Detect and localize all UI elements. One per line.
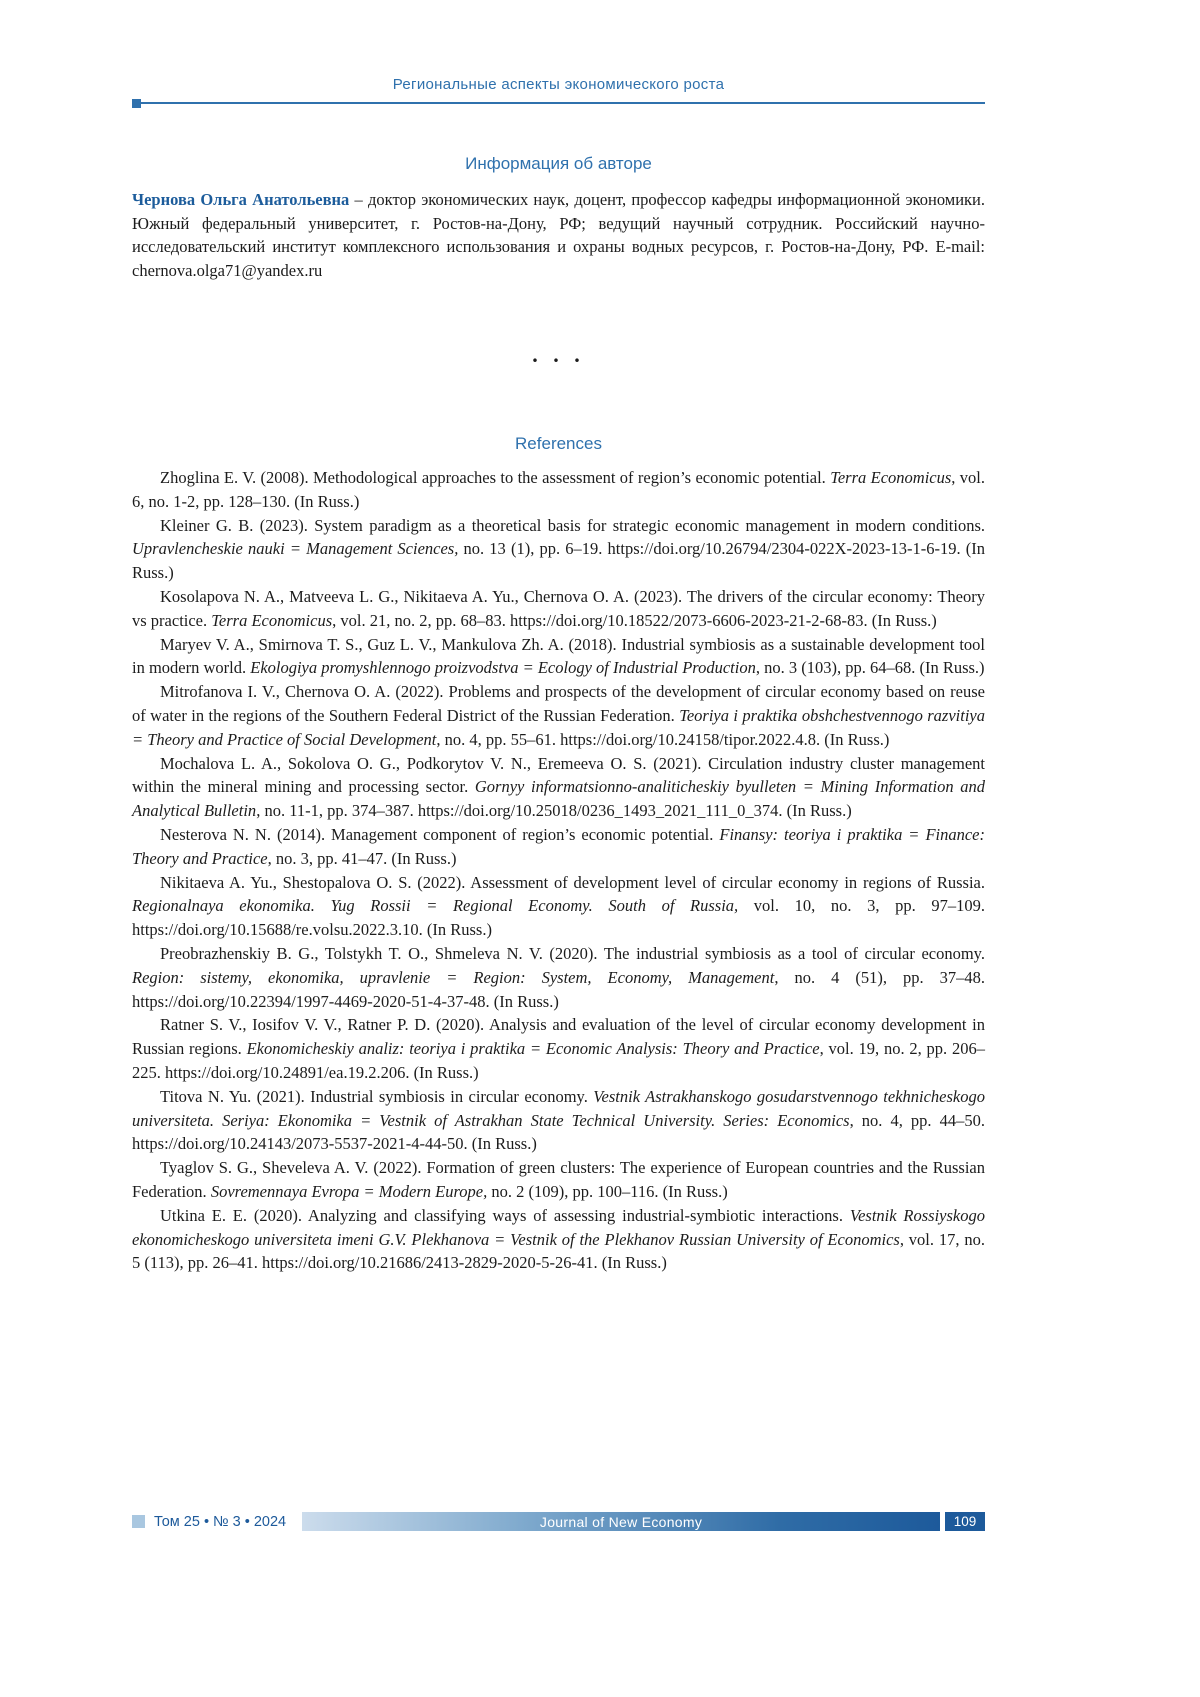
- reference-item: [132, 942, 985, 1013]
- author-info-heading: Информация об авторе: [465, 154, 652, 173]
- reference-text: Kleiner G. B. (2023). System paradigm as a theoretical basis for strategic economic management in modern conditions.: [160, 515, 985, 535]
- reference-text: Tyaglov S. G., Sheveleva A. V. (2022). Formation of green clusters: The experience of European countries and the Russian Federation.: [132, 1158, 985, 1201]
- page-content: [132, 0, 985, 1275]
- reference-source-title: Vestnik Astrakhanskogo gosudarstvennogo tekhnicheskogo universiteta. Seriya: Ekonomika = Vestnik of Astrakhan State Technical University. Series: Economics: [132, 1086, 986, 1130]
- reference-text: , no. 4 (51), pp. 37–48. https://doi.org/10.22394/1997-4469-2020-51-4-37-48. (In Russ.): [132, 967, 985, 1011]
- footer-journal-title: Journal of New Economy: [539, 1513, 703, 1530]
- reference-text: Utkina E. E. (2020). Analyzing and classifying ways of assessing industrial-symbiotic interactions.: [160, 1205, 850, 1225]
- footer-journal-bar: [302, 1512, 940, 1531]
- author-info-text: – доктор экономических наук, доцент, профессор кафедры информационной экономики. Южный федеральный университет, г. Ростов-на-Дону, РФ; ведущий научный сотрудник. Российский научно-исследовательский институт комплексного использования и охраны водных ресурсов, г. Ростов-на-Дону, РФ. E-mail: chernova.olga71@yandex.ru: [132, 190, 985, 280]
- reference-source-title: Upravlencheskie nauki = Management Sciences,: [132, 539, 459, 559]
- reference-text: Mochalova L. A., Sokolova O. G., Podkorytov V. N., Eremeeva O. S. (2021). Circulation industry cluster management within the mineral mining and processing sector.: [132, 753, 985, 797]
- reference-text: Nikitaeva A. Yu., Shestopalova O. S. (2022). Assessment of development level of circular economy in regions of Russia.: [160, 872, 985, 892]
- reference-text: Titova N. Yu. (2021). Industrial symbiosis in circular economy.: [160, 1086, 594, 1106]
- reference-item: [132, 871, 985, 942]
- reference-item: [132, 466, 985, 514]
- reference-item: [132, 823, 985, 871]
- references-heading: References: [515, 434, 602, 453]
- section-separator-dots: . . .: [532, 342, 585, 367]
- reference-source-title: Regionalnaya ekonomika. Yug Rossii = Regional Economy. South of Russia,: [132, 896, 739, 916]
- page-footer: [132, 1511, 985, 1532]
- reference-text: , no. 4, pp. 55–61. https://doi.org/10.24158/tipor.2022.4.8. (In Russ.): [436, 729, 890, 749]
- reference-text: Maryev V. A., Smirnova T. S., Guz L. V., Mankulova Zh. A. (2018). Industrial symbiosis as a sustainable development tool in modern world.: [132, 634, 985, 678]
- reference-item: [132, 1156, 985, 1204]
- footer-square-marker: [132, 1515, 145, 1528]
- author-info-paragraph: [132, 188, 985, 282]
- reference-text: Zhoglina E. V. (2008). Methodological approaches to the assessment of region’s economic potential.: [160, 468, 831, 487]
- reference-text: Mitrofanova I. V., Chernova O. A. (2022). Problems and prospects of the development of circular economy based on reuse of water in the regions of the Southern Federal District of the Russian Federation.: [132, 682, 985, 725]
- reference-source-title: Vestnik Rossiyskogo ekonomicheskogo universiteta imeni G.V. Plekhanova = Vestnik of the Plekhanov Russian University of Economics: [132, 1205, 986, 1249]
- reference-source-title: Terra Economicus: [211, 610, 333, 630]
- reference-item: [132, 1085, 985, 1156]
- reference-text: no. 13 (1), pp. 6–19. https://doi.org/10.26794/2304-022X-2023-13-1-6-19. (In Russ.): [132, 539, 985, 583]
- reference-source-title: Ekologiya promyshlennogo proizvodstva = Ecology of Industrial Production: [250, 658, 756, 678]
- reference-text: , vol. 21, no. 2, pp. 68–83. https://doi.org/10.18522/2073-6606-2023-21-2-68-83. (In Russ.): [332, 610, 937, 630]
- reference-item: [132, 633, 985, 681]
- reference-source-title: Finansy: teoriya i praktika = Finance: Theory and Practice: [132, 824, 985, 868]
- reference-text: , vol. 19, no. 2, pp. 206–225. https://doi.org/10.24891/ea.19.2.206. (In Russ.): [132, 1039, 985, 1082]
- reference-text: Ratner S. V., Iosifov V. V., Ratner P. D. (2020). Analysis and evaluation of the level of circular economy development in Russian regions.: [132, 1015, 985, 1059]
- header-rule: [132, 102, 985, 104]
- reference-text: Kosolapova N. A., Matveeva L. G., Nikitaeva A. Yu., Chernova O. A. (2023). The drivers of the circular economy: Theory vs practice.: [132, 586, 985, 630]
- header-square-marker: [132, 99, 141, 108]
- reference-source-title: Ekonomicheskiy analiz: teoriya i praktika = Economic Analysis: Theory and Practice: [246, 1039, 820, 1059]
- reference-source-title: Region: sistemy, ekonomika, upravlenie = Region: System, Economy, Management: [132, 967, 775, 987]
- reference-source-title: Sovremennaya Evropa = Modern Europe,: [210, 1181, 488, 1201]
- footer-page-number: 109: [945, 1512, 985, 1531]
- reference-text: no. 2 (109), pp. 100–116. (In Russ.): [487, 1181, 728, 1201]
- running-title: Региональные аспекты экономического роста: [392, 76, 725, 93]
- reference-source-title: Gornyy informatsionno-analiticheskiy byulleten = Mining Information and Analytical Bulletin: [132, 777, 985, 821]
- reference-text: , no. 11-1, pp. 374–387. https://doi.org/10.25018/0236_1493_2021_111_0_374. (In Russ.): [256, 801, 852, 821]
- reference-text: Preobrazhenskiy B. G., Tolstykh T. O., Shmeleva N. V. (2020). The industrial symbiosis as a tool of circular economy.: [160, 943, 985, 963]
- reference-text: , vol. 6, no. 1-2, pp. 128–130. (In Russ.): [132, 468, 985, 511]
- reference-item: [132, 514, 985, 585]
- footer-volume-issue: Том 25 • № 3 • 2024: [154, 1513, 287, 1530]
- reference-source-title: Teoriya i praktika obshchestvennogo razvitiya = Theory and Practice of Social Development: [132, 705, 985, 749]
- reference-text: , no. 3, pp. 41–47. (In Russ.): [267, 848, 457, 868]
- reference-text: , vol. 17, no. 5 (113), pp. 26–41. https://doi.org/10.21686/2413-2829-2020-5-26-41. (In Russ.): [132, 1229, 985, 1273]
- author-name: Чернова Ольга Анатольевна: [132, 190, 350, 209]
- reference-text: Nesterova N. N. (2014). Management component of region’s economic potential.: [160, 824, 720, 844]
- reference-item: [132, 680, 985, 751]
- reference-item: [132, 1204, 985, 1275]
- reference-item: [132, 585, 985, 633]
- reference-text: , no. 4, pp. 44–50. https://doi.org/10.24143/2073-5537-2021-4-44-50. (In Russ.): [132, 1110, 985, 1154]
- references-list: [132, 466, 985, 1275]
- reference-source-title: Terra Economicus: [830, 468, 952, 487]
- reference-text: , no. 3 (103), pp. 64–68. (In Russ.): [755, 658, 985, 678]
- reference-item: [132, 752, 985, 823]
- reference-text: vol. 10, no. 3, pp. 97–109. https://doi.org/10.15688/re.volsu.2022.3.10. (In Russ.): [132, 896, 985, 940]
- reference-item: [132, 1013, 985, 1084]
